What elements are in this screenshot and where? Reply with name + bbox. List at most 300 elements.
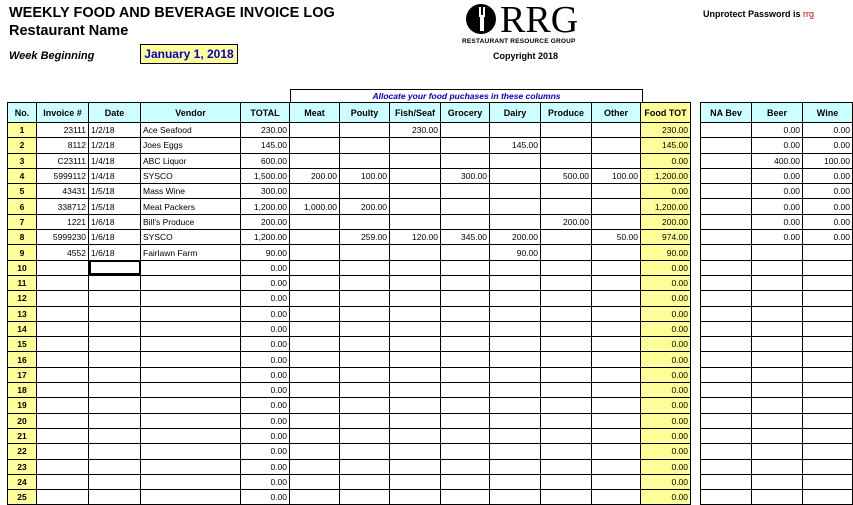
other-cell[interactable] — [592, 138, 641, 153]
meat-cell[interactable] — [290, 428, 340, 443]
grocery-cell[interactable] — [441, 214, 490, 229]
produce-cell[interactable] — [541, 184, 592, 199]
total-cell[interactable]: 0.00 — [241, 490, 290, 505]
na-bev-cell[interactable] — [701, 153, 752, 168]
meat-cell[interactable] — [290, 230, 340, 245]
beer-cell[interactable] — [752, 352, 803, 367]
date-cell[interactable]: 1/4/18 — [89, 153, 141, 168]
total-cell[interactable]: 0.00 — [241, 367, 290, 382]
na-bev-cell[interactable] — [701, 474, 752, 489]
na-bev-cell[interactable] — [701, 245, 752, 260]
total-cell[interactable]: 0.00 — [241, 444, 290, 459]
dairy-cell[interactable] — [490, 168, 541, 183]
date-cell[interactable]: 1/5/18 — [89, 199, 141, 214]
produce-cell[interactable] — [541, 321, 592, 336]
vendor-cell[interactable]: Fairlawn Farm — [141, 245, 241, 260]
grocery-cell[interactable] — [441, 321, 490, 336]
invoice-cell[interactable] — [37, 291, 89, 306]
invoice-cell[interactable]: 4552 — [37, 245, 89, 260]
fish-cell[interactable] — [390, 184, 441, 199]
na-bev-cell[interactable] — [701, 459, 752, 474]
other-cell[interactable] — [592, 474, 641, 489]
beer-cell[interactable] — [752, 260, 803, 275]
vendor-cell[interactable] — [141, 459, 241, 474]
vendor-cell[interactable]: Meat Packers — [141, 199, 241, 214]
total-cell[interactable]: 0.00 — [241, 383, 290, 398]
beer-cell[interactable] — [752, 306, 803, 321]
produce-cell[interactable]: 500.00 — [541, 168, 592, 183]
other-cell[interactable]: 50.00 — [592, 230, 641, 245]
fish-cell[interactable] — [390, 398, 441, 413]
na-bev-cell[interactable] — [701, 260, 752, 275]
meat-cell[interactable]: 200.00 — [290, 168, 340, 183]
invoice-cell[interactable]: 5999230 — [37, 230, 89, 245]
na-bev-cell[interactable] — [701, 352, 752, 367]
date-cell[interactable] — [89, 490, 141, 505]
beer-cell[interactable] — [752, 398, 803, 413]
total-cell[interactable]: 0.00 — [241, 474, 290, 489]
date-cell[interactable]: 1/2/18 — [89, 138, 141, 153]
invoice-cell[interactable] — [37, 383, 89, 398]
other-cell[interactable] — [592, 291, 641, 306]
wine-cell[interactable] — [803, 352, 853, 367]
wine-cell[interactable] — [803, 383, 853, 398]
meat-cell[interactable] — [290, 260, 340, 275]
food-tot-cell[interactable]: 1,200.00 — [641, 168, 691, 183]
vendor-cell[interactable] — [141, 490, 241, 505]
other-cell[interactable] — [592, 413, 641, 428]
beer-cell[interactable]: 0.00 — [752, 230, 803, 245]
grocery-cell[interactable] — [441, 428, 490, 443]
produce-cell[interactable] — [541, 383, 592, 398]
other-cell[interactable] — [592, 214, 641, 229]
other-cell[interactable] — [592, 153, 641, 168]
total-cell[interactable]: 0.00 — [241, 428, 290, 443]
wine-cell[interactable]: 0.00 — [803, 230, 853, 245]
fish-cell[interactable] — [390, 474, 441, 489]
wine-cell[interactable] — [803, 428, 853, 443]
poultry-cell[interactable] — [340, 306, 390, 321]
vendor-cell[interactable] — [141, 383, 241, 398]
poultry-cell[interactable] — [340, 398, 390, 413]
meat-cell[interactable] — [290, 383, 340, 398]
produce-cell[interactable] — [541, 230, 592, 245]
meat-cell[interactable] — [290, 352, 340, 367]
poultry-cell[interactable] — [340, 260, 390, 275]
meat-cell[interactable] — [290, 306, 340, 321]
poultry-cell[interactable] — [340, 413, 390, 428]
vendor-cell[interactable] — [141, 444, 241, 459]
fish-cell[interactable] — [390, 459, 441, 474]
produce-cell[interactable] — [541, 153, 592, 168]
beer-cell[interactable] — [752, 413, 803, 428]
poultry-cell[interactable] — [340, 275, 390, 290]
other-cell[interactable] — [592, 321, 641, 336]
vendor-cell[interactable] — [141, 321, 241, 336]
produce-cell[interactable] — [541, 199, 592, 214]
fish-cell[interactable] — [390, 428, 441, 443]
meat-cell[interactable]: 1,000.00 — [290, 199, 340, 214]
na-bev-cell[interactable] — [701, 321, 752, 336]
fish-cell[interactable] — [390, 367, 441, 382]
beer-cell[interactable] — [752, 490, 803, 505]
meat-cell[interactable] — [290, 214, 340, 229]
date-cell[interactable] — [89, 337, 141, 352]
food-tot-cell[interactable]: 0.00 — [641, 428, 691, 443]
dairy-cell[interactable] — [490, 123, 541, 138]
wine-cell[interactable] — [803, 444, 853, 459]
invoice-cell[interactable] — [37, 275, 89, 290]
produce-cell[interactable] — [541, 245, 592, 260]
food-tot-cell[interactable]: 145.00 — [641, 138, 691, 153]
date-cell[interactable] — [89, 413, 141, 428]
beer-cell[interactable]: 0.00 — [752, 214, 803, 229]
dairy-cell[interactable] — [490, 428, 541, 443]
poultry-cell[interactable] — [340, 490, 390, 505]
poultry-cell[interactable] — [340, 367, 390, 382]
total-cell[interactable]: 0.00 — [241, 260, 290, 275]
vendor-cell[interactable] — [141, 428, 241, 443]
vendor-cell[interactable]: Joes Eggs — [141, 138, 241, 153]
date-cell[interactable] — [89, 444, 141, 459]
beer-cell[interactable] — [752, 337, 803, 352]
dairy-cell[interactable] — [490, 184, 541, 199]
dairy-cell[interactable] — [490, 490, 541, 505]
wine-cell[interactable] — [803, 275, 853, 290]
dairy-cell[interactable] — [490, 383, 541, 398]
food-tot-cell[interactable]: 0.00 — [641, 291, 691, 306]
other-cell[interactable] — [592, 275, 641, 290]
vendor-cell[interactable] — [141, 275, 241, 290]
food-tot-cell[interactable]: 0.00 — [641, 490, 691, 505]
fish-cell[interactable]: 120.00 — [390, 230, 441, 245]
grocery-cell[interactable] — [441, 474, 490, 489]
date-cell[interactable] — [89, 398, 141, 413]
dairy-cell[interactable] — [490, 352, 541, 367]
grocery-cell[interactable] — [441, 413, 490, 428]
invoice-cell[interactable] — [37, 337, 89, 352]
dairy-cell[interactable] — [490, 214, 541, 229]
fish-cell[interactable]: 230.00 — [390, 123, 441, 138]
beer-cell[interactable] — [752, 428, 803, 443]
dairy-cell[interactable] — [490, 199, 541, 214]
grocery-cell[interactable] — [441, 184, 490, 199]
wine-cell[interactable] — [803, 490, 853, 505]
other-cell[interactable] — [592, 199, 641, 214]
total-cell[interactable]: 600.00 — [241, 153, 290, 168]
date-cell[interactable] — [89, 383, 141, 398]
total-cell[interactable]: 0.00 — [241, 413, 290, 428]
date-cell[interactable] — [89, 428, 141, 443]
produce-cell[interactable] — [541, 352, 592, 367]
date-cell[interactable] — [89, 474, 141, 489]
dairy-cell[interactable] — [490, 291, 541, 306]
produce-cell[interactable] — [541, 367, 592, 382]
dairy-cell[interactable] — [490, 459, 541, 474]
beer-cell[interactable] — [752, 245, 803, 260]
invoice-cell[interactable] — [37, 260, 89, 275]
other-cell[interactable] — [592, 459, 641, 474]
food-tot-cell[interactable]: 0.00 — [641, 260, 691, 275]
fish-cell[interactable] — [390, 199, 441, 214]
grocery-cell[interactable] — [441, 490, 490, 505]
poultry-cell[interactable] — [340, 428, 390, 443]
other-cell[interactable] — [592, 398, 641, 413]
date-cell[interactable] — [89, 291, 141, 306]
food-tot-cell[interactable]: 200.00 — [641, 214, 691, 229]
grocery-cell[interactable] — [441, 260, 490, 275]
fish-cell[interactable] — [390, 168, 441, 183]
dairy-cell[interactable] — [490, 337, 541, 352]
meat-cell[interactable] — [290, 245, 340, 260]
produce-cell[interactable] — [541, 444, 592, 459]
total-cell[interactable]: 0.00 — [241, 291, 290, 306]
invoice-cell[interactable]: 8112 — [37, 138, 89, 153]
produce-cell[interactable]: 200.00 — [541, 214, 592, 229]
grocery-cell[interactable] — [441, 275, 490, 290]
total-cell[interactable]: 0.00 — [241, 337, 290, 352]
dairy-cell[interactable] — [490, 260, 541, 275]
vendor-cell[interactable] — [141, 474, 241, 489]
poultry-cell[interactable] — [340, 245, 390, 260]
date-cell[interactable] — [89, 321, 141, 336]
food-tot-cell[interactable]: 0.00 — [641, 459, 691, 474]
date-cell[interactable] — [89, 367, 141, 382]
food-tot-cell[interactable]: 0.00 — [641, 413, 691, 428]
food-tot-cell[interactable]: 0.00 — [641, 306, 691, 321]
fish-cell[interactable] — [390, 444, 441, 459]
beer-cell[interactable]: 400.00 — [752, 153, 803, 168]
grocery-cell[interactable] — [441, 367, 490, 382]
total-cell[interactable]: 0.00 — [241, 398, 290, 413]
vendor-cell[interactable] — [141, 260, 241, 275]
vendor-cell[interactable]: SYSCO — [141, 168, 241, 183]
wine-cell[interactable] — [803, 367, 853, 382]
fish-cell[interactable] — [390, 260, 441, 275]
poultry-cell[interactable]: 100.00 — [340, 168, 390, 183]
restaurant-name[interactable]: Restaurant Name — [9, 23, 129, 39]
total-cell[interactable]: 0.00 — [241, 275, 290, 290]
total-cell[interactable]: 1,500.00 — [241, 168, 290, 183]
food-tot-cell[interactable]: 1,200.00 — [641, 199, 691, 214]
beer-cell[interactable] — [752, 321, 803, 336]
na-bev-cell[interactable] — [701, 168, 752, 183]
beer-cell[interactable] — [752, 291, 803, 306]
na-bev-cell[interactable] — [701, 367, 752, 382]
invoice-cell[interactable] — [37, 321, 89, 336]
dairy-cell[interactable]: 90.00 — [490, 245, 541, 260]
wine-cell[interactable] — [803, 306, 853, 321]
food-tot-cell[interactable]: 0.00 — [641, 398, 691, 413]
fish-cell[interactable] — [390, 321, 441, 336]
total-cell[interactable]: 0.00 — [241, 321, 290, 336]
beer-cell[interactable] — [752, 444, 803, 459]
grocery-cell[interactable] — [441, 123, 490, 138]
fish-cell[interactable] — [390, 275, 441, 290]
na-bev-cell[interactable] — [701, 199, 752, 214]
food-tot-cell[interactable]: 0.00 — [641, 337, 691, 352]
na-bev-cell[interactable] — [701, 230, 752, 245]
poultry-cell[interactable] — [340, 214, 390, 229]
grocery-cell[interactable] — [441, 245, 490, 260]
other-cell[interactable] — [592, 260, 641, 275]
other-cell[interactable] — [592, 337, 641, 352]
grocery-cell[interactable] — [441, 153, 490, 168]
grocery-cell[interactable]: 300.00 — [441, 168, 490, 183]
poultry-cell[interactable] — [340, 291, 390, 306]
poultry-cell[interactable] — [340, 153, 390, 168]
other-cell[interactable] — [592, 367, 641, 382]
grocery-cell[interactable] — [441, 459, 490, 474]
na-bev-cell[interactable] — [701, 337, 752, 352]
grocery-cell[interactable] — [441, 352, 490, 367]
invoice-cell[interactable] — [37, 413, 89, 428]
invoice-cell[interactable]: 1221 — [37, 214, 89, 229]
food-tot-cell[interactable]: 0.00 — [641, 275, 691, 290]
na-bev-cell[interactable] — [701, 444, 752, 459]
other-cell[interactable] — [592, 444, 641, 459]
beer-cell[interactable]: 0.00 — [752, 168, 803, 183]
poultry-cell[interactable] — [340, 444, 390, 459]
dairy-cell[interactable] — [490, 398, 541, 413]
poultry-cell[interactable] — [340, 123, 390, 138]
date-cell[interactable]: 1/6/18 — [89, 230, 141, 245]
food-tot-cell[interactable]: 0.00 — [641, 184, 691, 199]
produce-cell[interactable] — [541, 459, 592, 474]
poultry-cell[interactable]: 259.00 — [340, 230, 390, 245]
invoice-cell[interactable] — [37, 490, 89, 505]
na-bev-cell[interactable] — [701, 123, 752, 138]
na-bev-cell[interactable] — [701, 138, 752, 153]
date-cell[interactable] — [89, 306, 141, 321]
na-bev-cell[interactable] — [701, 291, 752, 306]
poultry-cell[interactable] — [340, 474, 390, 489]
grocery-cell[interactable] — [441, 383, 490, 398]
grocery-cell[interactable]: 345.00 — [441, 230, 490, 245]
beer-cell[interactable] — [752, 367, 803, 382]
na-bev-cell[interactable] — [701, 383, 752, 398]
na-bev-cell[interactable] — [701, 490, 752, 505]
dairy-cell[interactable] — [490, 153, 541, 168]
na-bev-cell[interactable] — [701, 275, 752, 290]
grocery-cell[interactable] — [441, 337, 490, 352]
produce-cell[interactable] — [541, 291, 592, 306]
beer-cell[interactable] — [752, 459, 803, 474]
meat-cell[interactable] — [290, 153, 340, 168]
wine-cell[interactable]: 0.00 — [803, 138, 853, 153]
food-tot-cell[interactable]: 230.00 — [641, 123, 691, 138]
total-cell[interactable]: 1,200.00 — [241, 199, 290, 214]
other-cell[interactable]: 100.00 — [592, 168, 641, 183]
dairy-cell[interactable] — [490, 321, 541, 336]
fish-cell[interactable] — [390, 291, 441, 306]
invoice-cell[interactable] — [37, 306, 89, 321]
meat-cell[interactable] — [290, 459, 340, 474]
dairy-cell[interactable] — [490, 306, 541, 321]
total-cell[interactable]: 300.00 — [241, 184, 290, 199]
invoice-cell[interactable]: C23111 — [37, 153, 89, 168]
beer-cell[interactable] — [752, 474, 803, 489]
food-tot-cell[interactable]: 0.00 — [641, 153, 691, 168]
wine-cell[interactable] — [803, 413, 853, 428]
produce-cell[interactable] — [541, 398, 592, 413]
food-tot-cell[interactable]: 0.00 — [641, 367, 691, 382]
produce-cell[interactable] — [541, 428, 592, 443]
total-cell[interactable]: 0.00 — [241, 459, 290, 474]
grocery-cell[interactable] — [441, 138, 490, 153]
vendor-cell[interactable] — [141, 291, 241, 306]
beer-cell[interactable] — [752, 275, 803, 290]
beer-cell[interactable]: 0.00 — [752, 123, 803, 138]
meat-cell[interactable] — [290, 337, 340, 352]
fish-cell[interactable] — [390, 413, 441, 428]
beer-cell[interactable]: 0.00 — [752, 184, 803, 199]
invoice-cell[interactable] — [37, 444, 89, 459]
meat-cell[interactable] — [290, 444, 340, 459]
poultry-cell[interactable] — [340, 459, 390, 474]
food-tot-cell[interactable]: 0.00 — [641, 383, 691, 398]
food-tot-cell[interactable]: 974.00 — [641, 230, 691, 245]
produce-cell[interactable] — [541, 474, 592, 489]
grocery-cell[interactable] — [441, 291, 490, 306]
produce-cell[interactable] — [541, 337, 592, 352]
grocery-cell[interactable] — [441, 199, 490, 214]
date-cell[interactable] — [89, 459, 141, 474]
invoice-cell[interactable]: 23111 — [37, 123, 89, 138]
fish-cell[interactable] — [390, 153, 441, 168]
poultry-cell[interactable] — [340, 184, 390, 199]
invoice-cell[interactable] — [37, 474, 89, 489]
total-cell[interactable]: 1,200.00 — [241, 230, 290, 245]
total-cell[interactable]: 0.00 — [241, 306, 290, 321]
meat-cell[interactable] — [290, 184, 340, 199]
food-tot-cell[interactable]: 0.00 — [641, 474, 691, 489]
grocery-cell[interactable] — [441, 398, 490, 413]
dairy-cell[interactable]: 200.00 — [490, 230, 541, 245]
wine-cell[interactable]: 0.00 — [803, 199, 853, 214]
invoice-cell[interactable]: 43431 — [37, 184, 89, 199]
other-cell[interactable] — [592, 352, 641, 367]
fish-cell[interactable] — [390, 490, 441, 505]
meat-cell[interactable] — [290, 398, 340, 413]
other-cell[interactable] — [592, 245, 641, 260]
vendor-cell[interactable]: Mass Wine — [141, 184, 241, 199]
vendor-cell[interactable]: ABC Liquor — [141, 153, 241, 168]
vendor-cell[interactable] — [141, 413, 241, 428]
dairy-cell[interactable] — [490, 444, 541, 459]
total-cell[interactable]: 0.00 — [241, 352, 290, 367]
dairy-cell[interactable] — [490, 474, 541, 489]
date-cell[interactable]: 1/5/18 — [89, 184, 141, 199]
vendor-cell[interactable] — [141, 306, 241, 321]
produce-cell[interactable] — [541, 275, 592, 290]
fish-cell[interactable] — [390, 383, 441, 398]
other-cell[interactable] — [592, 184, 641, 199]
week-date-cell[interactable]: January 1, 2018 — [140, 44, 238, 64]
beer-cell[interactable] — [752, 383, 803, 398]
dairy-cell[interactable] — [490, 275, 541, 290]
produce-cell[interactable] — [541, 260, 592, 275]
dairy-cell[interactable]: 145.00 — [490, 138, 541, 153]
invoice-cell[interactable]: 338712 — [37, 199, 89, 214]
dairy-cell[interactable] — [490, 367, 541, 382]
other-cell[interactable] — [592, 123, 641, 138]
na-bev-cell[interactable] — [701, 306, 752, 321]
meat-cell[interactable] — [290, 123, 340, 138]
wine-cell[interactable] — [803, 245, 853, 260]
fish-cell[interactable] — [390, 352, 441, 367]
produce-cell[interactable] — [541, 490, 592, 505]
